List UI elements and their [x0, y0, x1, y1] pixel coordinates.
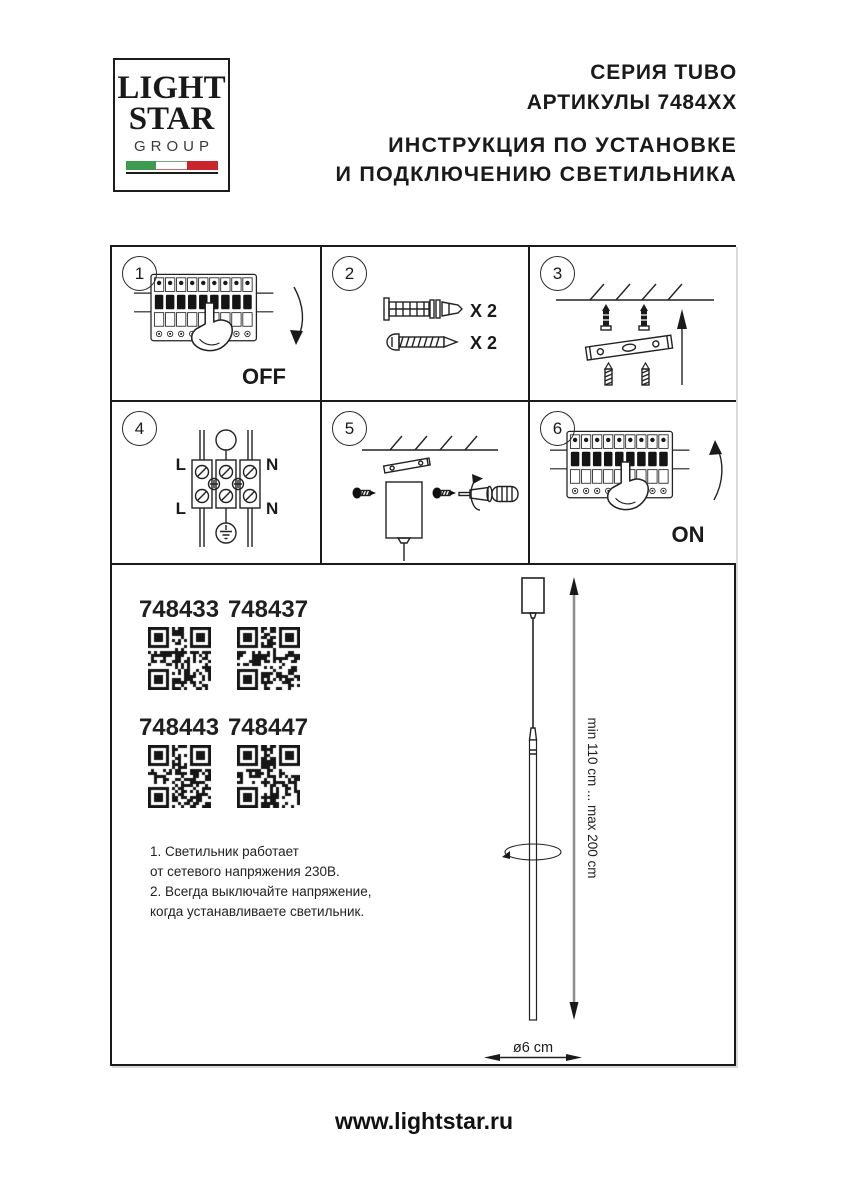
dim-arrow-left-icon — [484, 1054, 500, 1061]
articles-line: АРТИКУЛЫ 7484XX — [526, 91, 737, 114]
screw-icon — [433, 488, 457, 499]
article-748437: 748437 — [227, 596, 309, 623]
note-line: 1. Светильник работает — [150, 844, 299, 859]
article-748447: 748447 — [227, 714, 309, 741]
header — [336, 58, 737, 189]
note-line: от сетевого напряжения 230В. — [150, 864, 340, 879]
terminal-label-L-bottom: L — [175, 499, 186, 518]
ceiling-hatch — [590, 284, 682, 300]
diameter-label: ø6 cm — [512, 1040, 554, 1056]
terminal-screws — [196, 466, 257, 503]
website-url: www.lightstar.ru — [334, 1108, 514, 1134]
step-6-panel — [530, 402, 736, 565]
dim-arrow-up-icon — [570, 577, 579, 595]
wall-anchor-icon — [384, 298, 462, 320]
arrow-down-icon — [290, 330, 303, 345]
lamp-canopy — [522, 578, 544, 613]
logo-text-light: LIGHT — [117, 70, 226, 106]
flag-green-segment — [126, 161, 157, 170]
screw-up-icon — [642, 363, 649, 385]
step-6-number: 6 — [540, 411, 575, 446]
screwdriver-icon — [459, 474, 518, 510]
dim-arrow-down-icon — [570, 1002, 579, 1020]
step-4-number: 4 — [122, 411, 157, 446]
pendant-lamp-drawing — [112, 565, 734, 1064]
flag-white-segment — [156, 161, 187, 170]
flag-underline — [126, 172, 218, 174]
flag-red-segment — [187, 161, 218, 170]
on-label: ON — [671, 522, 705, 547]
mounting-bracket-icon — [384, 458, 431, 473]
canopy — [386, 482, 422, 538]
height-range-label: min 110 cm ... max 200 cm — [585, 717, 600, 879]
screw-qty-label: X 2 — [470, 333, 498, 353]
instruction-title-line2: И ПОДКЛЮЧЕНИЮ СВЕТИЛЬНИКА — [335, 162, 737, 186]
step-4-panel — [112, 402, 322, 565]
screw-icon — [353, 488, 377, 499]
mounting-bracket-icon — [586, 335, 673, 360]
italian-flag-stripe — [126, 161, 218, 170]
lightstar-logo — [113, 58, 230, 192]
anchor-qty-label: X 2 — [470, 301, 498, 321]
product-panel — [112, 565, 734, 1064]
article-748443: 748443 — [138, 714, 220, 741]
step-2-panel — [322, 247, 530, 402]
instruction-grid — [110, 245, 736, 1066]
terminal-label-N-bottom: N — [266, 499, 279, 518]
step-3-panel — [530, 247, 736, 402]
note-line: когда устанавливаете светильник. — [150, 904, 365, 919]
rotate-arrow-icon — [472, 474, 483, 484]
step-1-number: 1 — [122, 256, 157, 291]
logo-text-group: GROUP — [133, 138, 214, 155]
anchor-up-icon — [601, 304, 611, 330]
step-5-panel — [322, 402, 530, 565]
screw-icon — [387, 334, 457, 350]
terminal-label-L-top: L — [175, 455, 186, 474]
series-title: СЕРИЯ TUBO — [590, 61, 737, 84]
step-1-panel — [112, 247, 322, 402]
ceiling-hatch — [390, 436, 477, 450]
arrow-up-icon — [709, 440, 722, 455]
screw-up-icon — [605, 363, 612, 385]
note-line: 2. Всегда выключайте напряжение, — [150, 884, 372, 899]
rotate-arrow-icon — [502, 851, 510, 859]
terminal-label-N-top: N — [266, 455, 279, 474]
logo-text-star: STAR — [128, 101, 215, 137]
step-5-number: 5 — [332, 411, 367, 446]
anchor-up-icon — [639, 304, 649, 330]
lamp-tube — [530, 740, 537, 1020]
step-2-number: 2 — [332, 256, 367, 291]
article-748433: 748433 — [138, 596, 220, 623]
instruction-title-line1: ИНСТРУКЦИЯ ПО УСТАНОВКЕ — [388, 133, 737, 157]
step-3-number: 3 — [540, 256, 575, 291]
arrow-up-icon — [677, 309, 687, 329]
off-label: OFF — [242, 364, 286, 389]
dim-arrow-right-icon — [566, 1054, 582, 1061]
